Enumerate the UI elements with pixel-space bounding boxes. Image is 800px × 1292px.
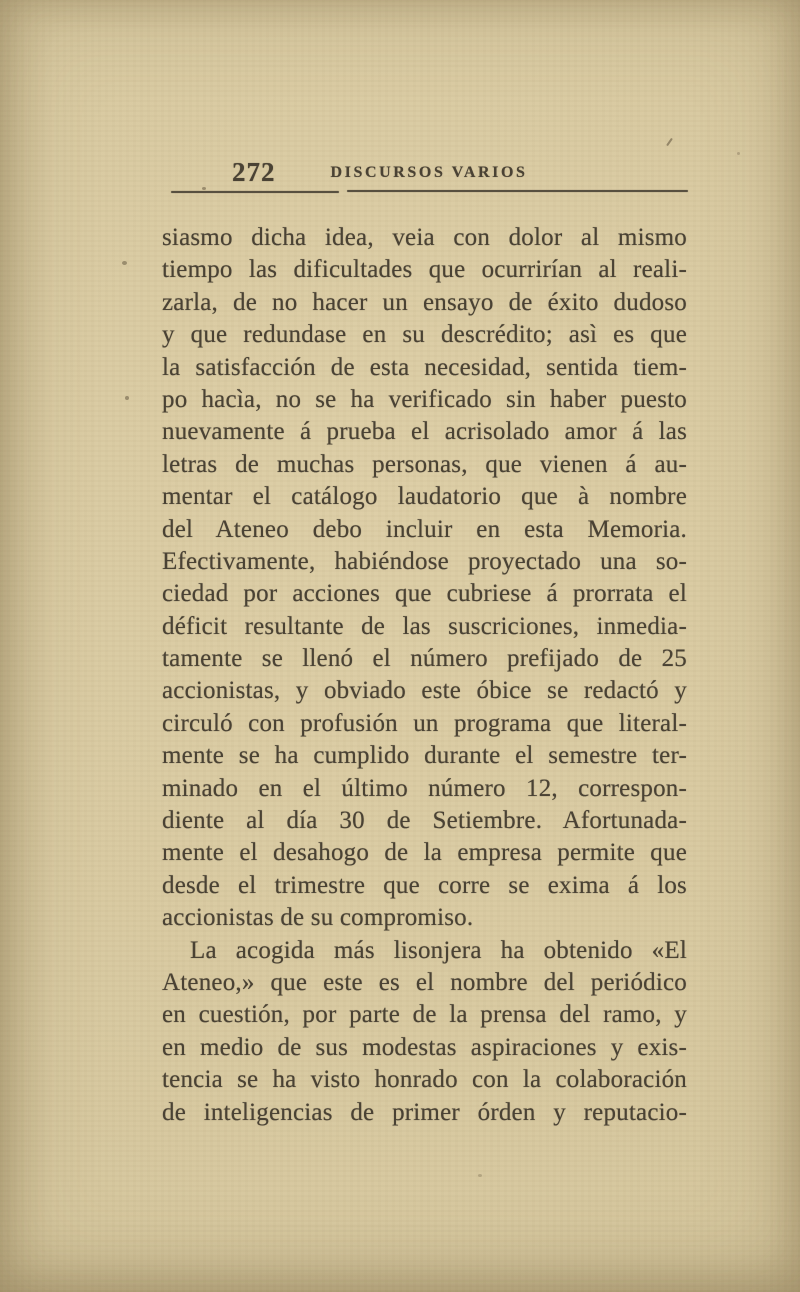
body-text <box>162 222 687 1129</box>
paper-speck <box>122 261 127 265</box>
text-line: del Ateneo debo incluir en esta Memoria. <box>162 515 687 543</box>
text-line: en cuestión, por parte de la prensa del ramo, y <box>162 1001 687 1029</box>
text-line-paragraph-start: La acogida más lisonjera ha obtenido «El <box>190 936 687 964</box>
text-line: circuló con profusión un programa que literal- <box>162 709 687 737</box>
text-line: mentar el catálogo laudatorio que à nombre <box>162 483 687 511</box>
text-line: y que redundase en su descrédito; asì es que <box>162 321 687 349</box>
text-line: minado en el último número 12, correspon- <box>162 774 687 802</box>
page-number: 272 <box>232 157 276 187</box>
text-line: siasmo dicha idea, veia con dolor al mismo <box>162 224 687 251</box>
text-line: mente el desahogo de la empresa permite que <box>162 839 687 867</box>
text-line: tiempo las dificultades que ocurrirían al reali- <box>162 256 687 284</box>
header-rule-left-segment <box>171 191 339 193</box>
text-line-paragraph-end: accionistas de su compromiso. <box>162 904 474 932</box>
header-rule-right-segment <box>347 190 688 192</box>
text-line: de inteligencias de primer órden y reputacio- <box>162 1098 687 1126</box>
running-title: DISCURSOS VARIOS <box>330 164 528 181</box>
text-line: accionistas, y obviado este óbice se redactó y <box>162 677 687 705</box>
text-line: letras de muchas personas, que vienen á au- <box>162 450 687 478</box>
text-line: po hacìa, no se ha verificado sin haber puesto <box>162 385 687 413</box>
text-line: déficit resultante de las suscriciones, inmedia- <box>162 612 687 640</box>
text-line: ciedad por acciones que cubriese á prorrata el <box>162 580 687 608</box>
text-line: nuevamente á prueba el acrisolado amor á las <box>162 418 687 446</box>
text-line: Efectivamente, habiéndose proyectado una so- <box>162 547 687 575</box>
text-line: tencia se ha visto honrado con la colaboración <box>162 1066 687 1094</box>
paper-speck <box>202 187 206 190</box>
paper-speck <box>666 138 673 147</box>
text-line: mente se ha cumplido durante el semestre ter- <box>162 742 687 770</box>
text-line: tamente se llenó el número prefijado de 25 <box>162 645 687 673</box>
text-line: diente al día 30 de Setiembre. Afortunada- <box>162 807 687 835</box>
page-header <box>0 157 800 187</box>
text-line: desde el trimestre que corre se exima á los <box>162 871 687 899</box>
text-line: zarla, de no hacer un ensayo de éxito dudoso <box>162 288 687 316</box>
paper-speck <box>478 1174 482 1177</box>
paper-speck <box>737 152 740 155</box>
text-line: en medio de sus modestas aspiraciones y exis- <box>162 1033 687 1061</box>
text-line: la satisfacción de esta necesidad, sentida tiem- <box>162 353 687 381</box>
text-line: Ateneo,» que este es el nombre del periódico <box>162 968 687 996</box>
paper-speck <box>125 396 129 400</box>
